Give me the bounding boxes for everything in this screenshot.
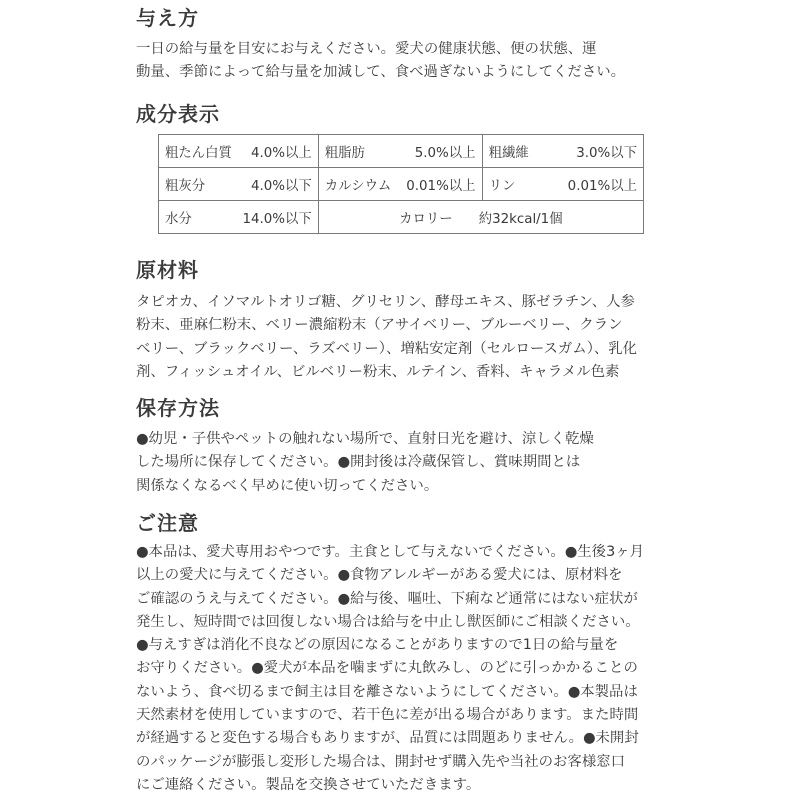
nutrition-cell-calorie xyxy=(318,201,643,234)
nutrition-cell-calcium xyxy=(318,168,482,201)
nutrition-row xyxy=(159,201,644,234)
caution-section xyxy=(136,511,676,797)
feeding-heading: 与え方 xyxy=(136,6,199,30)
nutrient-value: 4.0%以上 xyxy=(250,145,312,161)
nutrition-cell-crude-ash xyxy=(159,168,319,201)
nutrient-label: 水分 xyxy=(165,211,192,227)
nutrition-row xyxy=(159,168,644,201)
nutrient-label: カルシウム xyxy=(324,178,392,194)
nutrient-value: 5.0%以上 xyxy=(414,145,476,161)
ingredients-heading: 原材料 xyxy=(136,258,199,282)
caution-text: ●本品は、愛犬専用おやつです。主食として与えないでください。●生後3ヶ月 以上の愛犬に与えてください。●食物アレルギーがある愛犬には、原材料を ご確認のうえ与えてください。●給与後、嘔吐、下痢など通常にはない症状が 発生し、短時間では回復しない場合は給与を中止し獣医師にご相談ください。 ●与えすぎは消化不良などの原因になることがありますので1日の給与量を お守りください。●愛犬が本品を噛まずに丸飲みし、のどに引っかかることの ないよう、食べ切るまで飼主は目を離さないようにしてください。●本製品は 天然素材を使用していますので、若干色に差が出る場合があります。また時間 が経過すると変色する場合もありますが、品質には問題ありません。●未開封 のパッケージが膨張し変形した場合は、開封せず購入先や当社のお客様窓口 にご連絡ください。製品を交換させていただきます。 xyxy=(136,544,645,793)
nutrient-label: 粗たん白質 xyxy=(165,145,232,161)
nutrient-label: リン xyxy=(488,178,516,194)
nutrient-value: 14.0%以下 xyxy=(242,211,312,227)
nutrition-cell-water xyxy=(159,201,319,234)
calorie-value: 約32kcal/1個 xyxy=(478,211,563,227)
nutrition-section xyxy=(136,102,676,126)
nutrient-value: 4.0%以下 xyxy=(250,178,312,194)
nutrient-label: 粗灰分 xyxy=(165,178,206,194)
nutrient-label: 粗脂肪 xyxy=(324,145,365,161)
nutrition-row xyxy=(159,135,644,168)
caution-heading: ご注意 xyxy=(136,511,199,535)
nutrition-cell-crude-fat xyxy=(318,135,482,168)
feeding-text: 一日の給与量を目安にお与えください。愛犬の健康状態、便の状態、運 動量、季節によって給与量を加減して、食べ過ぎないようにしてください。 xyxy=(136,41,625,81)
nutrition-table xyxy=(158,134,644,234)
nutrient-value: 3.0%以下 xyxy=(576,145,637,161)
storage-section xyxy=(136,396,676,498)
nutrition-cell-phosphorus xyxy=(482,168,643,201)
nutrition-cell-crude-protein xyxy=(159,135,319,168)
ingredients-text: タピオカ、イソマルトオリゴ糖、グリセリン、酵母エキス、豚ゼラチン、人参 粉末、亜麻仁粉末、ベリー濃縮粉末（アサイベリー、ブルーベリー、クラン ベリー、ブラックベリー、ラズベリー）、増粘安定剤（セルロースガム）、乳化 剤、フィッシュオイル、ビルベリー粉末、ルテイン、香料、キャラメル色素 xyxy=(136,294,638,380)
ingredients-section xyxy=(136,258,676,384)
nutrient-label: 粗繊維 xyxy=(488,145,529,161)
calorie-label: カロリー xyxy=(399,211,453,227)
nutrition-cell-crude-fiber xyxy=(482,135,643,168)
storage-text: ●幼児・子供やペットの触れない場所で、直射日光を避け、涼しく乾燥 した場所に保存してください。●開封後は冷蔵保管し、賞味期間とは 関係なくなるべく早めに使い切ってください。 xyxy=(136,431,594,494)
nutrient-value: 0.01%以上 xyxy=(406,178,476,194)
nutrition-heading: 成分表示 xyxy=(136,102,220,126)
feeding-section xyxy=(136,6,676,85)
nutrient-value: 0.01%以上 xyxy=(567,178,637,194)
storage-heading: 保存方法 xyxy=(136,396,220,420)
